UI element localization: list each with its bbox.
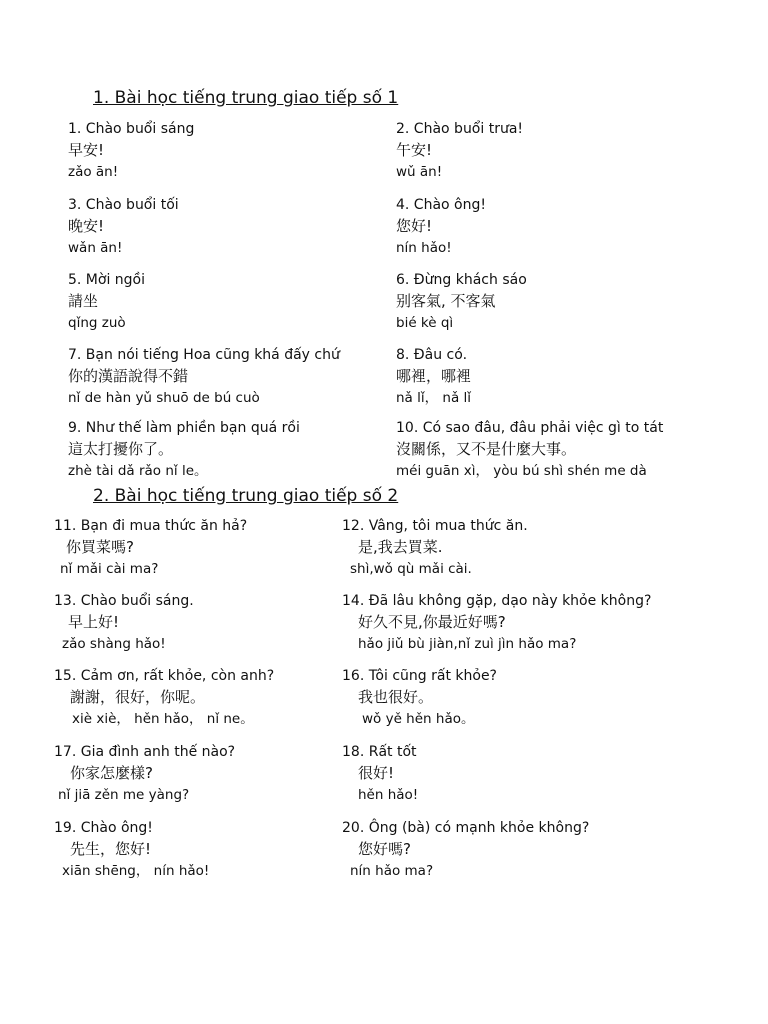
entry-8 (396, 345, 471, 409)
chinese-text: 沒關係，又不是什麼大事。 (396, 440, 577, 458)
chinese-text: 謝謝，很好，你呢。 (70, 688, 206, 706)
pinyin-text: nǎ lǐ， nǎ lǐ (396, 390, 472, 406)
pinyin-text: hěn hǎo! (358, 787, 419, 803)
entry-6 (396, 270, 527, 334)
vietnamese-text: 19. Chào ông! (54, 820, 153, 836)
pinyin-text: bié kè qì (396, 315, 454, 331)
chinese-text: 早安! (68, 141, 105, 159)
vietnamese-text: 1. Chào buổi sáng (68, 121, 195, 137)
chinese-text: 早上好! (68, 613, 120, 631)
vietnamese-text: 20. Ông (bà) có mạnh khỏe không? (342, 820, 590, 836)
pinyin-text: nǐ de hàn yǔ shuō de bú cuò (68, 390, 260, 406)
chinese-text: 這太打擾你了。 (68, 440, 174, 458)
vietnamese-text: 18. Rất tốt (342, 744, 417, 760)
lesson2-title: 2. Bài học tiếng trung giao tiếp số 2 (93, 486, 399, 506)
vietnamese-text: 2. Chào buổi trưa! (396, 121, 524, 137)
entry-19 (54, 818, 209, 882)
entry-17 (54, 742, 235, 806)
pinyin-text: nǐ jiā zěn me yàng? (58, 787, 190, 803)
pinyin-text: nín hǎo! (396, 240, 452, 256)
chinese-text: 哪裡，哪裡 (396, 367, 472, 385)
entry-13 (54, 591, 194, 655)
lesson1-title: 1. Bài học tiếng trung giao tiếp số 1 (93, 88, 399, 108)
pinyin-text: qǐng zuò (68, 315, 126, 331)
pinyin-text: wǔ ān! (396, 164, 443, 180)
chinese-text: 先生，您好! (70, 840, 152, 858)
vietnamese-text: 13. Chào buổi sáng. (54, 593, 194, 609)
pinyin-text: xiān shēng， nín hǎo! (62, 863, 210, 879)
chinese-text: 我也很好。 (358, 688, 434, 706)
entry-15 (54, 666, 274, 730)
vietnamese-text: 10. Có sao đâu, đâu phải việc gì to tát (396, 420, 664, 436)
vietnamese-text: 12. Vâng, tôi mua thức ăn. (342, 518, 528, 534)
vietnamese-text: 4. Chào ông! (396, 197, 486, 213)
entry-3 (68, 195, 179, 259)
vietnamese-text: 6. Đừng khách sáo (396, 272, 527, 288)
vietnamese-text: 15. Cảm ơn, rất khỏe, còn anh? (54, 668, 275, 684)
entry-20 (342, 818, 589, 882)
vietnamese-text: 3. Chào buổi tối (68, 197, 179, 213)
chinese-text: 請坐 (68, 292, 99, 310)
pinyin-text: wǒ yě hěn hǎo。 (362, 711, 475, 727)
chinese-text: 是,我去買菜. (358, 538, 443, 556)
chinese-text: 你家怎麼樣? (70, 764, 153, 782)
pinyin-text: zhè tài dǎ rǎo nǐ le。 (68, 463, 208, 479)
pinyin-text: nín hǎo ma? (350, 863, 434, 879)
entry-5 (68, 270, 145, 334)
chinese-text: 好久不見,你最近好嗎? (358, 613, 506, 631)
pinyin-text: shì,wǒ qù mǎi cài. (350, 561, 472, 577)
pinyin-text: nǐ mǎi cài ma? (60, 561, 159, 577)
chinese-text: 午安! (396, 141, 433, 159)
chinese-text: 您好! (396, 217, 433, 235)
vietnamese-text: 9. Như thế làm phiền bạn quá rồi (68, 420, 300, 436)
vietnamese-text: 8. Đâu có. (396, 347, 468, 363)
chinese-text: 你的漢語說得不錯 (68, 367, 189, 385)
pinyin-text: hǎo jiǔ bù jiàn,nǐ zuì jìn hǎo ma? (358, 636, 577, 652)
vietnamese-text: 5. Mời ngồi (68, 272, 146, 288)
chinese-text: 您好嗎? (358, 840, 411, 858)
entry-18 (342, 742, 418, 806)
entry-14 (342, 591, 651, 655)
entry-2 (396, 119, 523, 183)
chinese-text: 别客氣, 不客氣 (396, 292, 496, 310)
vietnamese-text: 7. Bạn nói tiếng Hoa cũng khá đấy chứ (68, 347, 340, 363)
pinyin-text: zǎo ān! (68, 164, 119, 180)
entry-11 (54, 516, 247, 580)
entry-16 (342, 666, 497, 730)
chinese-text: 晚安! (68, 217, 105, 235)
chinese-text: 你買菜嗎? (66, 538, 134, 556)
entry-4 (396, 195, 486, 259)
entry-12 (342, 516, 528, 580)
pinyin-text: zǎo shàng hǎo! (62, 636, 166, 652)
entry-10 (396, 418, 663, 482)
vietnamese-text: 16. Tôi cũng rất khỏe? (342, 668, 497, 684)
vietnamese-text: 11. Bạn đi mua thức ăn hả? (54, 518, 248, 534)
vietnamese-text: 17. Gia đình anh thế nào? (54, 744, 236, 760)
entry-7 (68, 345, 340, 409)
entry-9 (68, 418, 300, 482)
pinyin-text: wǎn ān! (68, 240, 123, 256)
pinyin-text: méi guān xì， yòu bú shì shén me dà (396, 463, 647, 479)
entry-1 (68, 119, 194, 183)
chinese-text: 很好! (358, 764, 395, 782)
pinyin-text: xiè xiè， hěn hǎo， nǐ ne。 (72, 711, 254, 727)
vietnamese-text: 14. Đã lâu không gặp, dạo này khỏe không? (342, 593, 652, 609)
